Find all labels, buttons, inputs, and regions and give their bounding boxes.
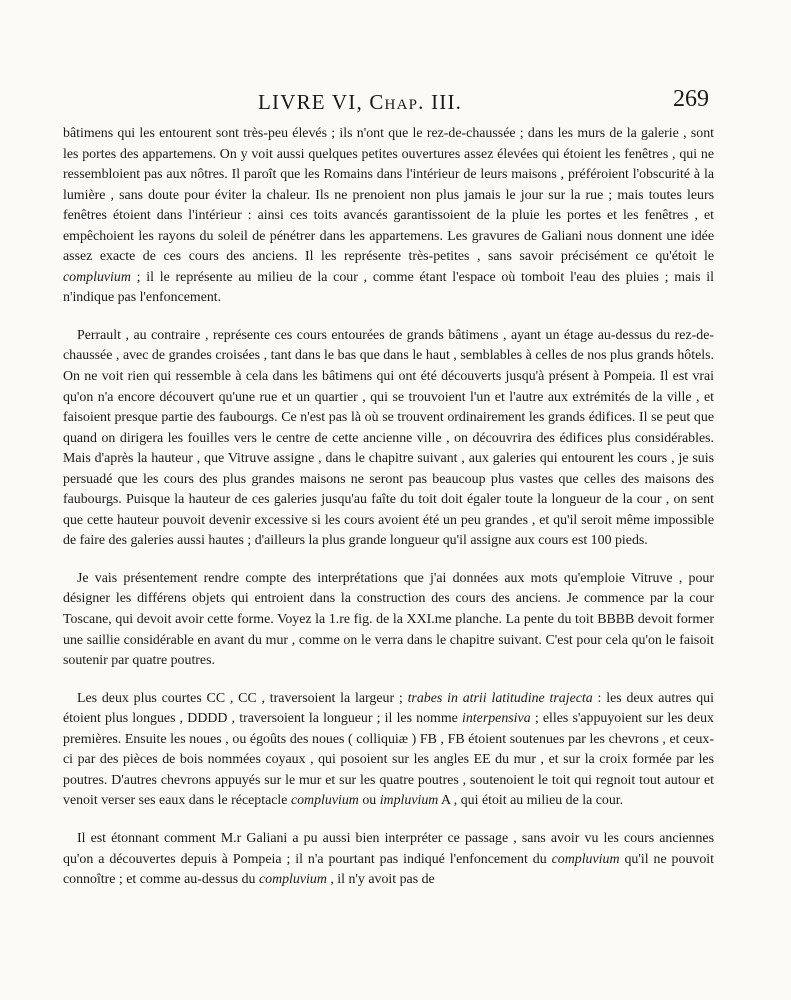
text-run: : les deux autres qui étoient plus longues , DDDD , traversoient la longueur ; il les nomme xyxy=(63,690,714,727)
paragraph xyxy=(63,326,714,552)
text-run: Les deux plus courtes CC , CC , traversoient la largeur ; xyxy=(77,690,408,706)
text-run: , il n'y avoit pas de xyxy=(326,872,435,888)
italic-text: compluvium xyxy=(551,851,620,867)
text-run: ; il le représente au milieu de la cour , comme étant l'espace où tomboit l'eau des pluies ; mais il n'indique pas l'enfoncement. xyxy=(63,269,714,306)
italic-text: compluvium xyxy=(63,269,131,285)
italic-text: trabes in atrii latitudine trajecta xyxy=(407,690,593,706)
paragraph xyxy=(63,689,714,812)
italic-text: compluvium xyxy=(258,872,327,888)
italic-text: interpensiva xyxy=(461,711,531,727)
paragraph xyxy=(63,829,714,891)
paragraph xyxy=(63,569,714,672)
italic-text: impluvium xyxy=(379,793,439,809)
text-run: Perrault , au contraire , représente ces cours entourées de grands bâtimens , ayant un étage au-dessus du rez-de-chaussée , avec de grandes croisées , tant dans le bas que dans le haut , semblables à celles de nos plus grands hôtels. On ne voit rien qui ressemble à cela dans les bâtimens qui ont été découverts jusqu'à présent à Pompeia. Il est vrai qu'on n'a encore découvert qu'une rue et un quartier , qui se trouvoient l'un et l'autre aux extrémités de la ville , et faisoient presque partie des faubourgs. Ce n'est pas là où se trouvent ordinairement les grands édifices. Il se peut que quand on dirigera les fouilles vers le centre de cette ancienne ville , on découvrira des édifices plus considérables. Mais d'après la hauteur , que Vitruve assigne , dans le chapitre suivant , aux galeries qui entourent les cours , je suis persuadé que les cours des plus grandes maisons ne seront pas beaucoup plus vastes que celles des maisons des faubourgs. Puisque la hauteur de ces galeries jusqu'au faîte du toit doit égaler toute la longueur de la cour , on sent que cette hauteur pouvoit devenir excessive si les cours avoient été un peu grandes , et qu'il seroit même impossible de faire des galeries aussi hautes ; d'ailleurs la plus grande longueur qu'il assigne aux cours est 100 pieds. xyxy=(63,327,714,549)
text-run: ; elles s'appuyoient sur les deux premières. Ensuite les noues , ou égoûts des noues ( colliquiæ ) FB , FB étoient soutenues par les chevrons , et ceux-ci par des pièces de bois nommées coyaux , qui posoient sur les angles EE du mur , et sur la croix formée par les poutres. D'autres chevrons appuyés sur le mur et sur les quatre poutres , soutenoient le toit qui regnoit tout autour et venoit verser ses eaux dans le réceptacle xyxy=(63,711,714,809)
text-run: qu'il ne pouvoit connoître ; et comme au-dessus du xyxy=(63,851,714,888)
body-text xyxy=(63,124,714,891)
page-number: 269 xyxy=(673,86,709,112)
text-run: bâtimens qui les entourent sont très-peu élevés ; ils n'ont que le rez-de-chaussée ; dans les murs de la galerie , sont les portes des appartemens. On y voit aussi quelques petites ouvertures assez élevées qui étoient les fenêtres , qui ne ressembloient pas aux nôtres. Il paroît que les Romains dans l'intérieur de leurs maisons , préféroient l'obscurité à la lumière , sans doute pour éviter la chaleur. Ils ne prenoient non plus jamais le jour sur la rue ; mais toutes leurs fenêtres étoient dans l'intérieur : ainsi ces toits avancés garantissoient de la pluie les portes et les fenêtres , et empêchoient les rayons du soleil de pénétrer dans les appartemens. Les gravures de Galiani nous donnent une idée assez exacte de ces cours des anciens. Il les représente très-petites , sans savoir précisément ce qu'étoit le xyxy=(63,126,714,265)
italic-text: compluvium xyxy=(290,793,359,809)
text-run: Je vais présentement rendre compte des interprétations que j'ai données aux mots qu'emploie Vitruve , pour désigner les différens objets qui entroient dans la construction des cours des anciens. Je commence par la cour Toscane, qui devoit avoir cette forme. Voyez la 1.re fig. de la XXI.me planche. La pente du toit BBBB devoit former une saillie considérable en avant du mur , comme on le verra dans le chapitre suivant. C'est pour cela qu'on le faisoit soutenir par quatre poutres. xyxy=(63,570,714,669)
text-run: Il est étonnant comment M.r Galiani a pu aussi bien interpréter ce passage , sans avoir vu les cours anciennes qu'on a découvertes depuis à Pompeia ; il n'a pourtant pas indiqué l'enfoncement du xyxy=(63,830,714,867)
paragraph xyxy=(63,124,714,309)
running-title: LIVRE VI, Chap. III. xyxy=(258,90,463,114)
page-header xyxy=(0,84,791,120)
text-run: A , qui étoit au milieu de la cour. xyxy=(438,793,624,809)
text-run: ou xyxy=(358,793,380,809)
